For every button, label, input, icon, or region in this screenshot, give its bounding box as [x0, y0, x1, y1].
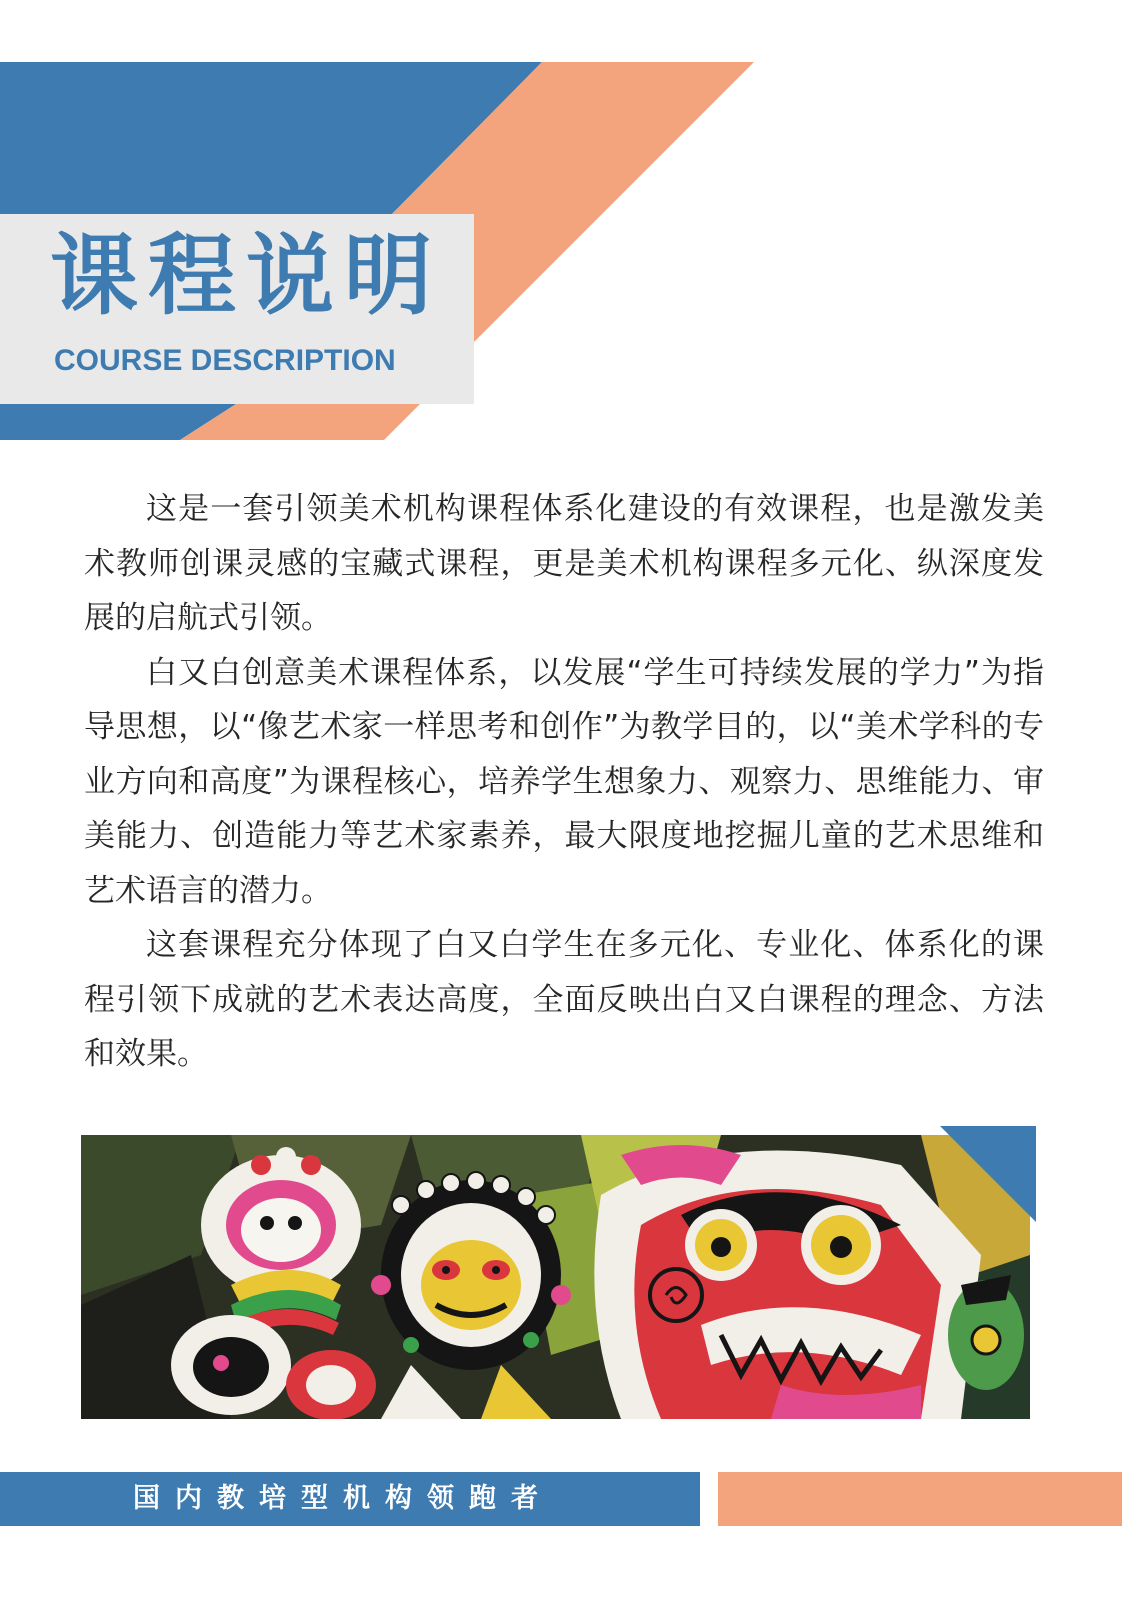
paragraph-2: 白又白创意美术课程体系，以发展“学生可持续发展的学力”为指导思想，以“像艺术家一样思考和创作”为教学目的，以“美术学科的专业方向和高度”为课程核心，培养学生想象力、观察力、思维能力、审美能力、创造能力等艺术家素养，最大限度地挖掘儿童的艺术思维和艺术语言的潜力。 [84, 654, 1044, 909]
artwork-painting [81, 1135, 1030, 1419]
page-title: 课程说明 [50, 224, 443, 327]
paragraph-3: 这套课程充分体现了白又白学生在多元化、专业化、体系化的课程引领下成就的艺术表达高度，全面反映出白又白课程的理念、方法和效果。 [84, 927, 1044, 1072]
footer-orange-bar [718, 1472, 1122, 1526]
course-description-text [84, 482, 1044, 1082]
painting-corner-accent [940, 1126, 1036, 1222]
page-subtitle: COURSE DESCRIPTION [54, 344, 396, 377]
footer-slogan: 国内教培型机构领跑者 [133, 1483, 553, 1514]
paragraph-1: 这是一套引领美术机构课程体系化建设的有效课程，也是激发美术教师创课灵感的宝藏式课程，更是美术机构课程多元化、纵深度发展的启航式引领。 [84, 491, 1044, 636]
